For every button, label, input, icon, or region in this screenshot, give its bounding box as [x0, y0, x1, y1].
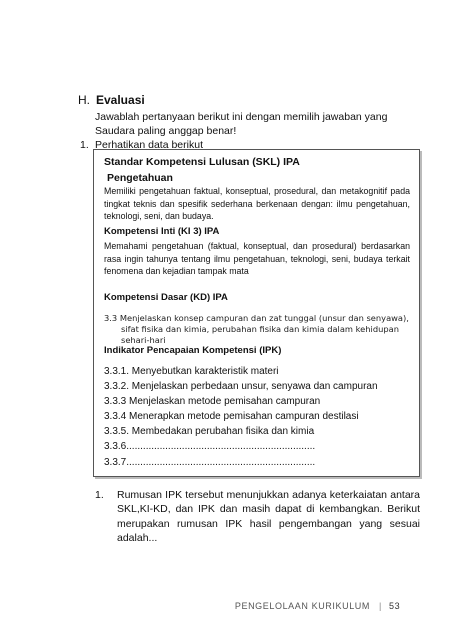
- section-heading: [78, 93, 145, 107]
- item-1-number: 1.: [80, 139, 89, 151]
- kd-line-1: 3.3 Menjelaskan konsep campuran dan zat tunggal (unsur dan senyawa),: [104, 313, 409, 323]
- ipk-title: Indikator Pencapaian Kompetensi (IPK): [104, 345, 282, 356]
- indicator-item: 3.3.4 Menerapkan metode pemisahan campuran destilasi: [104, 411, 359, 423]
- ki3-text: Memahami pengetahuan (faktual, konseptual, dan prosedural) berdasarkan rasa ingin tahunya tentang ilmu pengetahuan, teknologi, seni, budaya terkait fenomena dan kejadian tampak mata: [104, 241, 410, 276]
- indicator-item: 3.3.1. Menyebutkan karakteristik materi: [104, 366, 279, 377]
- question-text: Rumusan IPK tersebut menunjukkan adanya keterkaiatan antara SKL,KI-KD, dan IPK dan masih dapat di kembangkan. Berikut merupakan rumusan IPK hasil pengembangan yang sesuai adalah...: [117, 489, 420, 545]
- indicator-item: 3.3.5. Membedakan perubahan fisika dan kimia: [104, 426, 315, 438]
- skl-title: Standar Kompetensi Lulusan (SKL) IPA: [104, 156, 300, 168]
- question-item: [95, 488, 420, 546]
- section-intro: Jawablah pertanyaan berikut ini dengan memilih jawaban yang Saudara paling anggap benar!: [95, 111, 388, 137]
- competency-data-box: [93, 149, 420, 477]
- section-number: H.: [78, 93, 90, 107]
- indicator-item: 3.3.7....................................................................: [104, 456, 316, 468]
- indicator-list: [104, 364, 378, 470]
- ki3-title: Kompetensi Inti (KI 3) IPA: [104, 226, 220, 237]
- question-number: 1.: [95, 489, 104, 501]
- item-1-text: Perhatikan data berikut: [95, 139, 203, 151]
- kd-line-3: sehari-hari: [121, 334, 166, 345]
- section-title: Evaluasi: [96, 93, 145, 107]
- kd-line-2: sifat fisika dan kimia, perubahan fisika dan kimia dalam kehidupan: [121, 323, 399, 334]
- kd-title: Kompetensi Dasar (KD) IPA: [104, 292, 228, 303]
- indicator-item: 3.3.3 Menjelaskan metode pemisahan campuran: [104, 396, 321, 408]
- kd-text: [104, 313, 414, 345]
- indicator-item: 3.3.6....................................................................: [104, 441, 316, 453]
- page-number: 53: [389, 601, 401, 611]
- indicator-item: 3.3.2. Menjelaskan perbedaan unsur, senyawa dan campuran: [104, 381, 378, 393]
- pengetahuan-text: Memiliki pengetahuan faktual, konseptual, prosedural, dan metakognitif pada tingkat teknis dan spesifik sederhana berkenaan dengan: ilmu pengetahuan, teknologi, seni, dan budaya.: [104, 186, 410, 221]
- footer-separator: |: [379, 601, 382, 611]
- footer-label: PENGELOLAAN KURIKULUM: [234, 601, 370, 611]
- pengetahuan-title: Pengetahuan: [107, 172, 173, 184]
- page-footer: [0, 601, 453, 613]
